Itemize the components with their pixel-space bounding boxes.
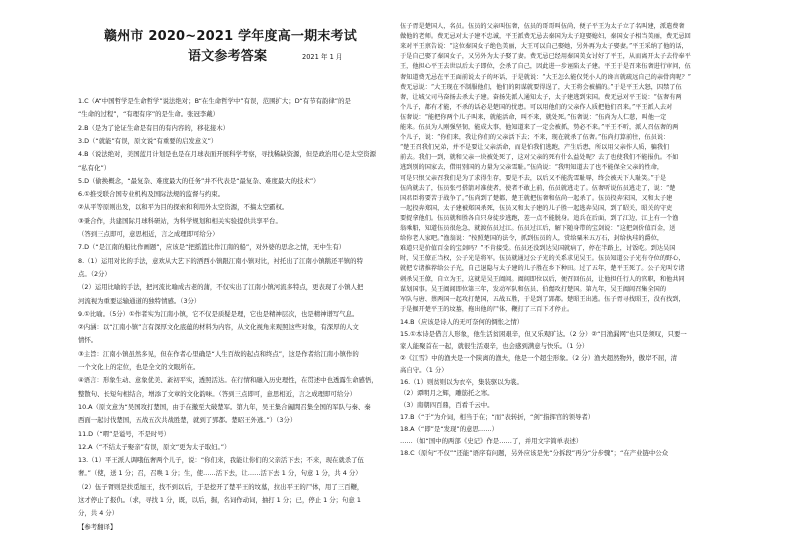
text-line: （2）谭明月之辉，雕筋托之寒。 [400, 389, 494, 398]
text-line: （2）伍子胥则是扶觅旭王，找不到以后，于是挖开了楚平王的坟墓，拉出平王的尸体，用了三百鞭， [78, 482, 364, 491]
text-line: 这才停止了报仇。（求，寻找 1 分，既，以后，掘，名词作动词，抽打 1 分；已，停止 1 分；句意 1 [78, 496, 361, 504]
text-line: 一个文化上的定位，也是全文的文眼所在。 [78, 363, 200, 371]
text-line: 整散句、长短句相结合，增添了文章的文化韵味。（答到三点即可，意思相近，言之成理即可给分） [78, 389, 356, 398]
text-line: 王，他担心平王去世以后太子即位，会杀了自己，因此进一步诬陷太子建。平王于是召来伍奢进行审问，伍 [400, 63, 691, 71]
text-line: ④语言：形象生动、意象优美、紊初平实，透照活达。在行情和融入历史理性，在贯述中也透露生命感悟， [78, 376, 378, 385]
text-line: 2.B（是为了论证生命是有目的有内容的，移花接木） [78, 123, 230, 132]
text-line: 难道只是价值百金的宝剑吗？”不肯接受。伍员还没到达吴国就病了，停在半路上，讨饭吃。到达吴国 [400, 245, 676, 253]
text-line: 个儿子，都有才能，不杀的话必是楚国的忧患。可以用他们的父亲作人质把他们召来。”平王派人去对 [400, 103, 673, 111]
text-line: 11.D（“喟”是谥号，不是时号） [78, 429, 171, 438]
text-line: 情怀。 [78, 336, 98, 345]
text-line: 时，吴王僚正当权，公子光是将军。伍员就通过公子光的关系求见吴王。伍员知道公子光有夺位的野心， [400, 255, 685, 263]
text-line: 能来。伍员为人刚强坚韧，能成大事，他知道来了一定会被抓，势必不来。”平王不听，派人召伍奢的两 [400, 124, 679, 131]
text-line: 10.A（原文意为“吴国攻打楚国，由于在撤至大破楚军。第九年，吴王集合阖閭召集全国的军队与秦、秦 [78, 402, 371, 411]
text-line: （答到三点即可，意思相近，言之成理即可给分） [78, 230, 219, 238]
text-line: 河流视为重要运输通道的独特情感。（3分） [78, 296, 201, 305]
text-line: ……（如“国中的两部《史记》作是……了，并用文字简单表述） [400, 437, 583, 445]
text-line: 国君臣将要苦于战争了。”伍尚到了楚都，楚王就把伍奢和伍尚一起杀了。伍员投奔宋国，又和太子建 [400, 194, 673, 202]
text-line: 前去。我们一到，就和父亲一块被处死了，这对父亲的死有什么益处呢？去了也使我们不能报仇。不如 [400, 154, 679, 162]
text-line: ②内涵：以“江南小镇”言有深厚文化底蕴的材料为内容，从文化视角来观照这些对象，有深厚的人文 [78, 323, 359, 332]
text-line: 翁乘船，知道伍员很危急，就渡伍员过江。伍员过江后，解下随身带的宝剑说：“这把剑价值百金，送 [400, 225, 676, 232]
text-line: 奢知道费无忌在平王面前说太子的坏话，于是就说：“大王怎么能仅凭小人的谗言就疏远自己的亲骨肉呢？” [400, 73, 691, 81]
text-line: 谋划国事。吴王阖闾即位第三年，发动军队和伍员、伯嚭攻打楚国。第九年，吴王阖闾召集全国的 [400, 285, 667, 293]
text-line: 【参考翻译】 [78, 522, 117, 531]
text-line: 伍尚就去了，伍员张弓搭箭对准使者，使者不敢上前，伍员就逃走了。伍奢听说伍员逃走了，说：“楚 [400, 184, 676, 192]
text-line: 高自守。（1 分） [400, 365, 448, 374]
text-line: 15.①本诗是借言人形象，他生活贫困艰辛，但又乐观旷达。（2 分）②“目渔漏网”也只是须叹，只要一 [400, 329, 687, 338]
text-line: “私有化”） [78, 163, 111, 172]
text-line: 来对平王禀告说：“这位秦国女子绝色美丽，大王可以自己娶她，另外再为太子娶妻。”平王采纳了他的话， [400, 43, 688, 51]
text-line: 伍子胥是楚国人，名员。伍员的父亲叫伍奢，伍员的哥哥叫伍尚，便子平王为太子立了名叫建，派遣费奢 [400, 23, 685, 30]
text-line: 于是自己娶了秦国女子，又另外为太子娶了妻。费无忌已经用秦国美女讨好了平王，从而离开太子去侍奉平 [400, 53, 691, 61]
text-line: 要捉拿他们。伍员就和胜各自只身徒步逃跑，差一点不能脱身。追兵在后面，到了江边，江上有一个渔 [400, 214, 679, 222]
text-line: ③主旨：江南小镇虽然多见，但在作者心里确是“人生百故的起点和终点”，这是作者给江南小镇作的 [78, 349, 359, 358]
text-line: 16.（1）则贫则以为衣卒，集装驱以为裳。 [400, 377, 523, 386]
page-subtitle: 语文参考答案 [188, 49, 268, 64]
exam-date: 2021 年 1 月 [302, 53, 343, 61]
text-line: 家人能聚首在一起，就很生活艰辛，也会感到满意与快乐。（1 分） [400, 341, 589, 350]
page-title: 赣州市 2020~2021 学年度高一期末考试 [104, 29, 357, 44]
text-line: 7.D（“是江南的船比作画题”，应该是“把摇篮比作江南的船”，对外婆的思念之情，无中生有） [78, 243, 346, 252]
text-line: 13.（1）平王派人调哦伍奢两个儿子，说：“你们来，我能让你们的父亲活下去；不来，现在就杀了伍 [78, 456, 364, 465]
text-line: 西面一起讨伐楚国，五战五次共战胜楚，就到了郢都。楚昭王外逃。”）（3分） [78, 416, 297, 425]
text-line: 伍奢说：“能把你两个儿子叫来，就能活命，叫不来，就处死。”伍奢说：“伍尚为人仁慈，叫他一定 [400, 113, 667, 121]
text-line: 奢。”（使，送 1 分；召，召唤 1 分；生，使……活下去，让……活下去 1 分，句意 1 分，共 4 分） [78, 469, 362, 478]
text-line: 17.B（“于”为介词，相当于在；“而”表转折，“剑”指挥官的领导者） [400, 413, 595, 422]
text-line: “楚王召我们兄弟，并不是要让父亲活命，而是怕我们逃跑，产生后患，所以用父亲作人质，骗我们 [400, 144, 670, 152]
text-line: 8.（1）运用对比的手法，意欢从大艺下的洒西小镇跟江南小镇对比，衬托出了江南小镇鹅还平镇的特 [78, 256, 363, 265]
text-line: ②从平等原则出发，以和平为目的探索和利用外太空资源，不搞太空霸权。 [78, 203, 289, 212]
text-line: 一起投奔郑国，太子建被郑国杀死，伍员又和太子建的儿子胜一起逃奔吴国，到了昭关，昭关的守吏 [400, 204, 673, 212]
text-line: 奢，让城父司马奋扬去杀太子建。奋扬先派人通知太子，太子建逃到宋国。费无忌对平王说：“伍奢有两 [400, 93, 682, 101]
text-line: （2）运用比喻的手法，把河流比喻成古老的蒲，不仅实出了江南小镇河流多特点，更表现了小镇人把 [78, 283, 364, 292]
text-line: 9.①比喻。（5分）①作者实为江南小镇，它不仅是质疑是理，它也是精神层次，也是精神谱写气息。 [78, 309, 359, 318]
text-line: 费无忌说：“大王现在不制服他们，他们的阴谋就要得逞了，大王将会被捕的。”于是平王大怒，囚禁了伍 [400, 83, 682, 91]
text-line: “生命的过程”，“有理有序”的是生命。张冠李戴） [78, 110, 220, 119]
text-line: 分，共 4 分） [78, 509, 119, 518]
text-line: 就把专诸推荐给公子光，自己退隐与太子建的儿子胜在乡下种田。过了五年，楚平王死了。公子光叫专诸 [400, 265, 685, 273]
text-line: 刺杀吴王僚，自立为王，这就是吴王阖闾。阖闾即位以后，便召回伍员，让他担任行人的官职，和他共同 [400, 275, 685, 283]
text-line: 4.B（说法绝对，美国蓝月计划是也是在月球表面开展科学考察，寻找稀缺资源，但是政治用心是太空资源 [78, 150, 377, 159]
text-line: 5.D（偷换概念，“最复杂、难度最大的任务”并不代表是“最复杂、难度最大的技术”） [78, 176, 320, 185]
text-line: 做他的老师。费无忌对太子建不忠诚，平王派费无忌去秦国为太子迎娶媳妇，秦国女子相当美丽，费无忌回 [400, 33, 691, 41]
text-line: 6.①推受联合国专业机构及国际法规的监督与约束。 [78, 190, 225, 199]
text-line: 个儿子，说：“你们来，我让你们的父亲活下去；不来，现在就杀了伍奢。”伍尚打算前往，伍员说： [400, 134, 670, 142]
text-line: 12.A（“不结太子娶亲”有误，原文“更为太子取妇。”） [78, 442, 231, 451]
text-line: ②《江雪》中的渔夫是一个陕离的渔夫，他是一个超尘形象。（2 分）渔夫超然物外，傲岸不屈，清 [400, 353, 678, 362]
text-line: 可是只恨父亲召我们是为了求得生存，要是不去，以后又不能洗雪耻辱，终会被天下人耻笑。”于是 [400, 174, 667, 182]
text-line: 给你老人家吧。”渔翁说：“按照楚国的法令，抓到伍员的人，赏给粟米五万石，封给执珪的爵位， [400, 235, 664, 243]
text-line: 逃到别的国家去，借用别国的力量为父亲雪耻。”伍尚说：“我明知道去了也不能保全父亲的性命， [400, 164, 664, 172]
text-line: 18.A（“即”是“发现”的意思……） [400, 425, 499, 434]
text-line: 于是掘开楚平王的坟墓，拖出他的尸体，鞭打了三百下才停止。 [400, 305, 574, 313]
text-line: ③秉合作，共建国际月球科研站，为科学规划和相关实验提供共享平台。 [78, 216, 282, 225]
text-line: 18.C（原句“不仅”“还能”语序有问题，另外应该是先“分拆段”再分“分步骤”；“在产业链中公众 [400, 448, 669, 457]
text-line: 3.D（“就能”有误，原文说“有重要的启发意义”） [78, 136, 218, 145]
text-line: 1.C（A“中国哲学是生命哲学”说法绝对；B“在生命哲学中”有误，范围扩大；D“有节有韵律”的是 [78, 97, 351, 105]
text-line: （3）南朝四百鼎，百看千云中。 [400, 401, 494, 410]
text-line: 军队与唐、蔡两国一起攻打楚国，五战五胜，于是到了郢都。楚昭王出逃。伍子胥寻找昭王，没有找到， [400, 295, 685, 303]
text-line: 14.B（应该是诗人的无可奈何的惆怅之情） [400, 318, 524, 326]
text-line: 点。（2分） [78, 269, 111, 278]
